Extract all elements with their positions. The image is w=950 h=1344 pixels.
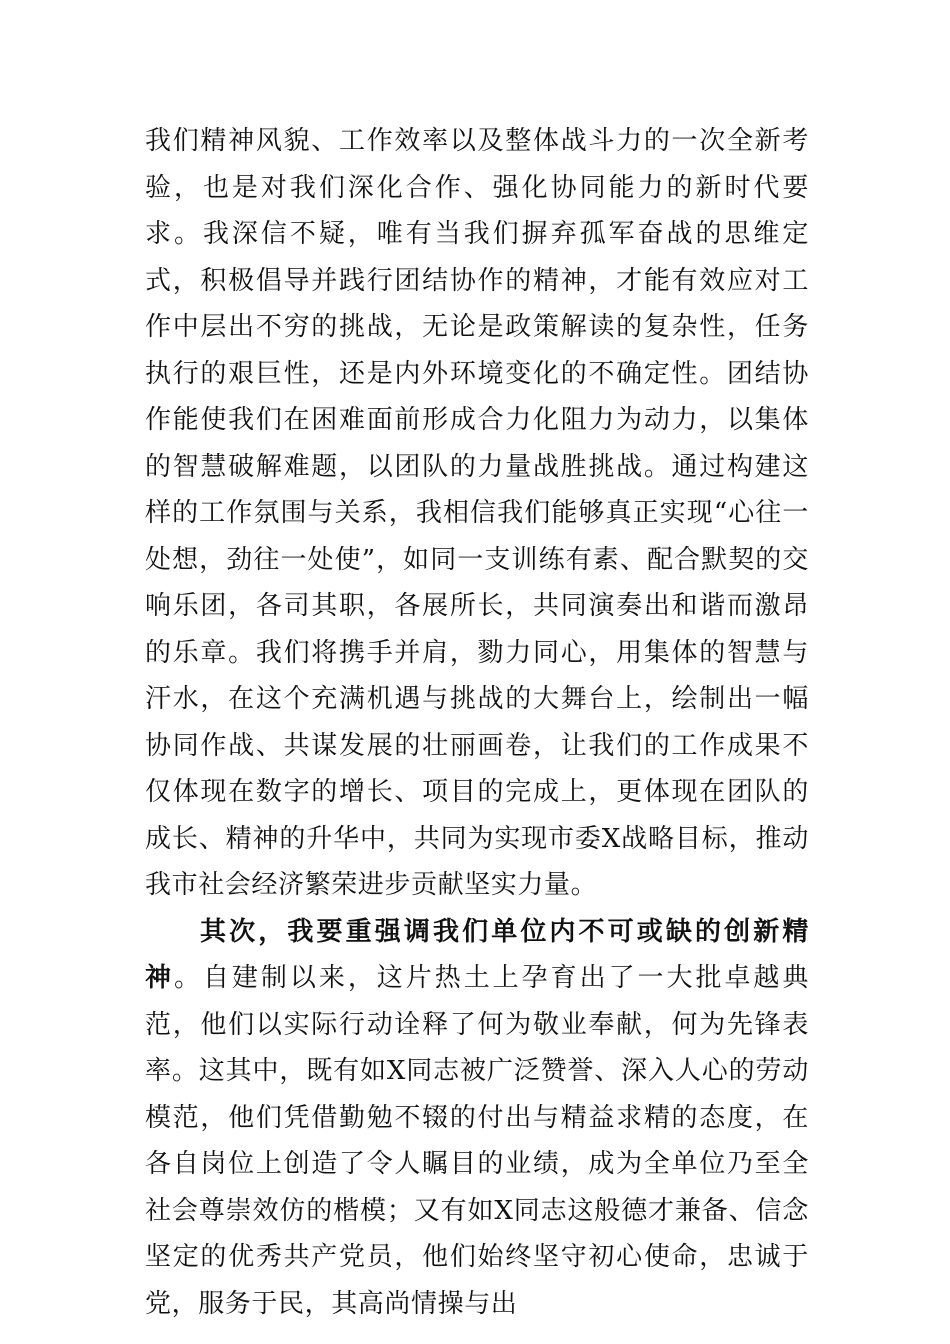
paragraph-2-text: 。自建制以来，这片热土上孕育出了一大批卓越典范，他们以实际行动诠释了何为敬业奉献，何为先锋表率。这其中，既有如X同志被广泛赞誉、深入人心的劳动模范，他们凭借勤勉不辍的付出与精益求精的态度，在各自岗位上创造了令人瞩目的业绩，成为全单位乃至全社会尊崇效仿的楷模；又有如X同志这般德才兼备、信念坚定的优秀共产党员，他们始终坚守初心使命，忠诚于党，服务于民，其高尚情操与出 bbox=[145, 963, 810, 1319]
document-body bbox=[145, 118, 809, 1327]
paragraph-2 bbox=[145, 909, 809, 1328]
paragraph-1 bbox=[145, 118, 809, 909]
paragraph-1-text: 我们精神风貌、工作效率以及整体战斗力的一次全新考验，也是对我们深化合作、强化协同能力的新时代要求。我深信不疑，唯有当我们摒弃孤军奋战的思维定式，积极倡导并践行团结协作的精神，才能有效应对工作中层出不穷的挑战，无论是政策解读的复杂性，任务执行的艰巨性，还是内外环境变化的不确定性。团结协作能使我们在困难面前形成合力化阻力为动力，以集体的智慧破解难题，以团队的力量战胜挑战。通过构建这样的工作氛围与关系，我相信我们能够真正实现“心往一处想，劲往一处使”，如同一支训练有素、配合默契的交响乐团，各司其职，各展所长，共同演奏出和谐而激昂的乐章。我们将携手并肩，勠力同心，用集体的智慧与汗水，在这个充满机遇与挑战的大舞台上，绘制出一幅协同作战、共谋发展的壮丽画卷，让我们的工作成果不仅体现在数字的增长、项目的完成上，更体现在团队的成长、精神的升华中，共同为实现市委X战略目标，推动我市社会经济繁荣进步贡献坚实力量。 bbox=[145, 126, 809, 900]
paragraph-2-lead-heading: 其次，我要重强调我们单位内不可或缺的创新精神 bbox=[145, 916, 809, 993]
